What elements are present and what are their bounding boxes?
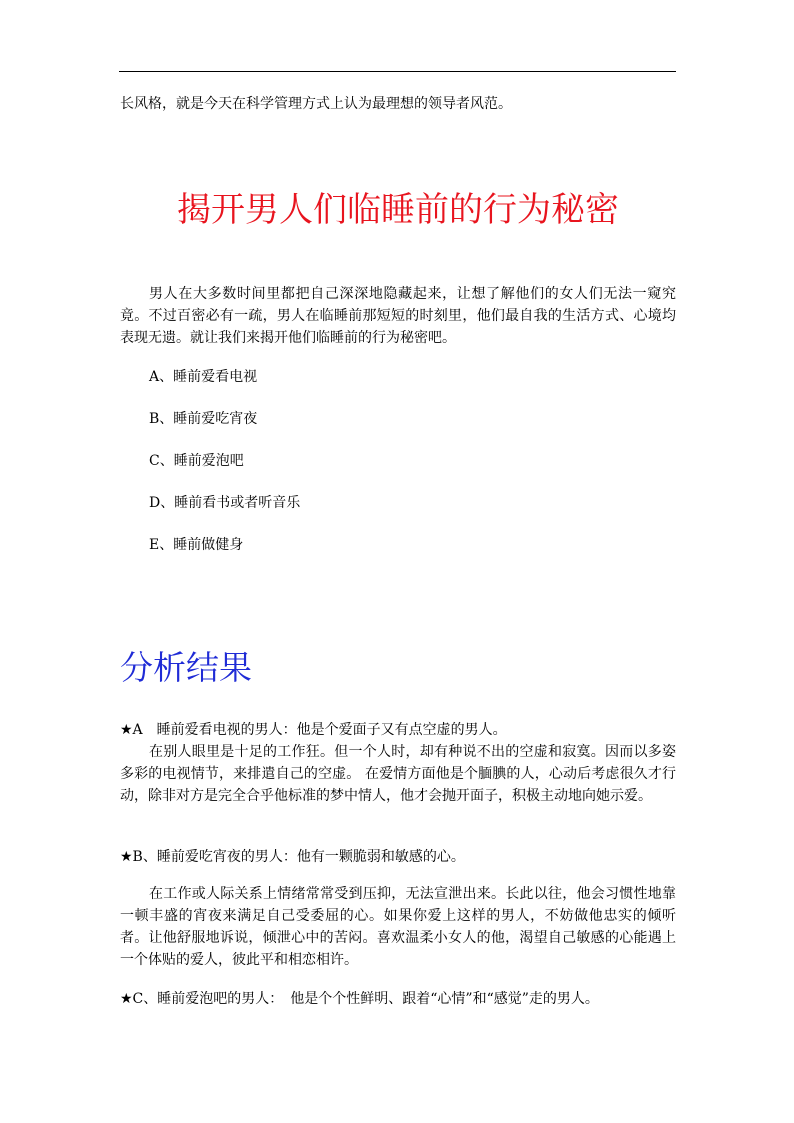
result-c-heading: ★C、睡前爱泡吧的男人： 他是个个性鲜明、跟着“心情”和“感觉”走的男人。 bbox=[120, 991, 599, 1007]
header-rule bbox=[119, 71, 676, 72]
option-d: D、睡前看书或者听音乐 bbox=[149, 495, 301, 511]
option-a: A、睡前爱看电视 bbox=[149, 369, 258, 385]
result-a-body: 在别人眼里是十足的工作狂。但一个人时，却有种说不出的空虚和寂寞。因而以多姿多彩的电视情节，来排遣自己的空虚。 在爱情方面他是个腼腆的人，心动后考虑很久才行动，除非对方是完全合乎他标准的梦中情人，他才会抛开面子，积极主动地向她示爱。 bbox=[120, 744, 676, 804]
continued-text: 长风格，就是今天在科学管理方式上认为最理想的领导者风范。 bbox=[120, 96, 512, 112]
option-b: B、睡前爱吃宵夜 bbox=[149, 411, 258, 427]
result-a-heading: ★A 睡前爱看电视的男人：他是个爱面子又有点空虚的男人。 bbox=[120, 722, 507, 738]
article-title: 揭开男人们临睡前的行为秘密 bbox=[177, 190, 619, 230]
result-b-body: 在工作或人际关系上情绪常常受到压抑，无法宣泄出来。长此以往，他会习惯性地靠一顿丰盛的宵夜来满足自己受委屈的心。如果你爱上这样的男人，不妨做他忠实的倾听者。让他舒服地诉说，倾泄心中的苦闷。喜欢温柔小女人的他，渴望自己敏感的心能遇上一个体贴的爱人，彼此平和相恋相许。 bbox=[120, 886, 676, 968]
option-e: E、睡前做健身 bbox=[149, 537, 244, 553]
section-title-results: 分析结果 bbox=[120, 648, 252, 687]
option-c: C、睡前爱泡吧 bbox=[149, 453, 244, 469]
intro-paragraph: 男人在大多数时间里都把自己深深地隐藏起来，让想了解他们的女人们无法一窥究竟。不过百密必有一疏，男人在临睡前那短短的时刻里，他们最自我的生活方式、心境均表现无遗。就让我们来揭开他们临睡前的行为秘密吧。 bbox=[120, 286, 676, 346]
result-b-heading: ★B、睡前爱吃宵夜的男人：他有一颗脆弱和敏感的心。 bbox=[120, 849, 465, 865]
